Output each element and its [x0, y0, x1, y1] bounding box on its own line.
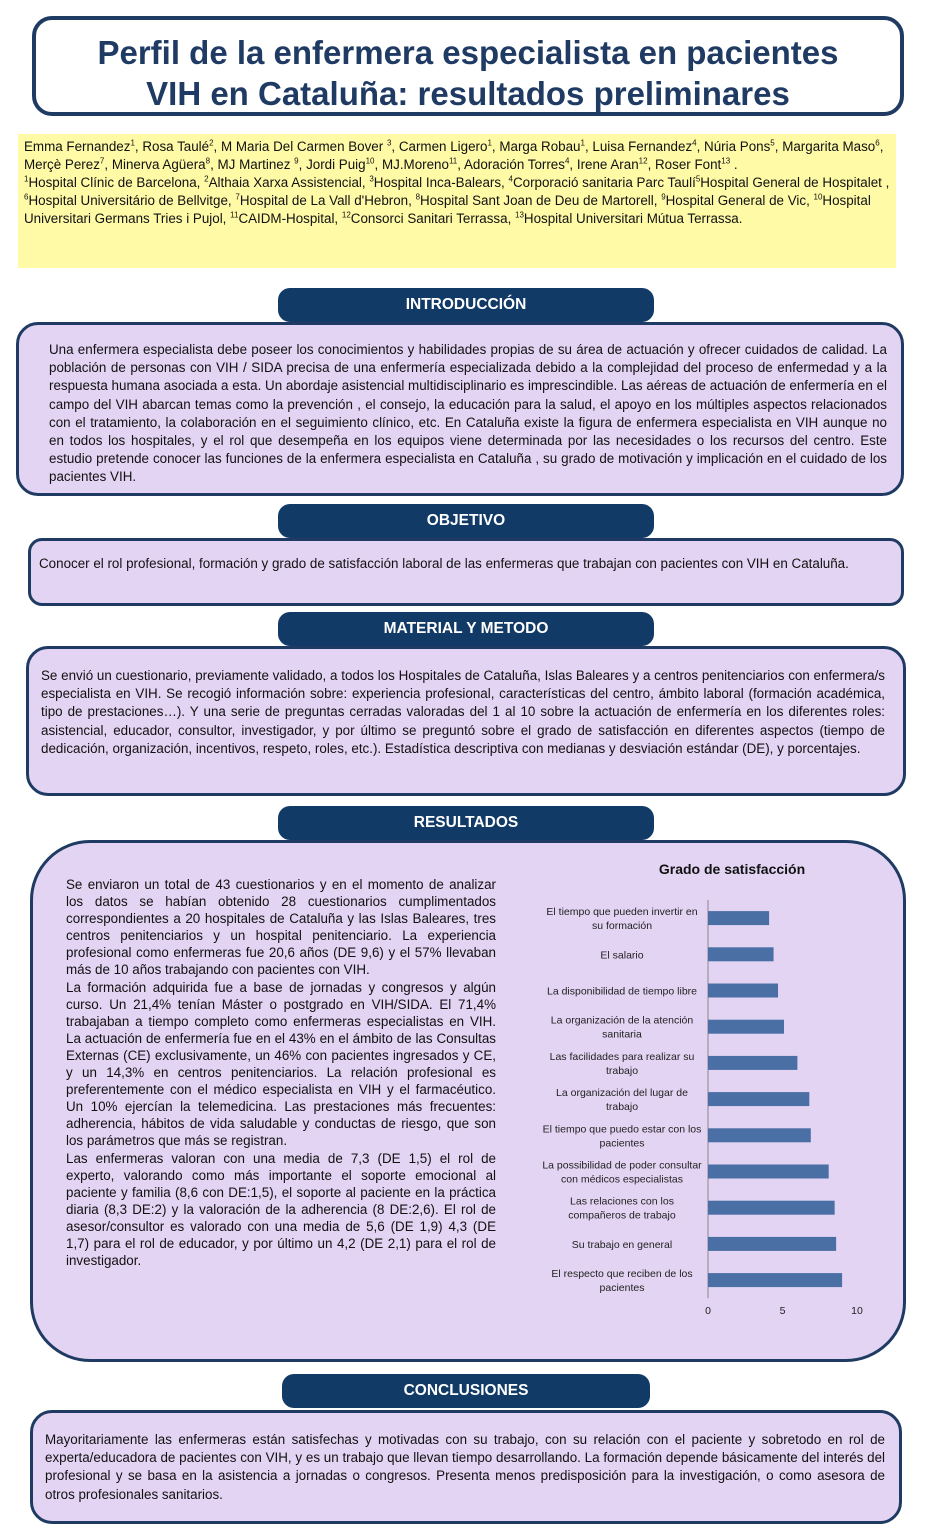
- affiliation-name: Hospital Universitário de Bellvitge,: [28, 193, 236, 208]
- chart-category-label: pacientes: [599, 1137, 645, 1150]
- author-name: Núria Pons: [704, 139, 771, 154]
- author-affiliation-number: 2: [209, 138, 214, 148]
- affiliation-name: Consorci Sanitari Terrassa,: [350, 211, 516, 226]
- satisfaction-chart: [510, 856, 890, 1326]
- section-header-material: MATERIAL Y METODO: [278, 612, 654, 646]
- author-name: Carmen Ligero: [398, 139, 488, 154]
- introduccion-panel: [16, 322, 904, 496]
- chart-bar: [708, 1020, 784, 1034]
- author-affiliation-number: 1: [487, 138, 492, 148]
- affiliation-number: 11: [230, 210, 239, 220]
- affiliation-number: 12: [341, 210, 351, 220]
- author-affiliation-number: 11: [448, 156, 458, 166]
- author-affiliation-number: 4: [692, 138, 697, 148]
- section-header-objetivo: OBJETIVO: [278, 504, 654, 538]
- affiliation-name: Hospital General de Vic,: [665, 193, 814, 208]
- chart-bar: [708, 984, 778, 998]
- chart-x-tick-label: 5: [779, 1305, 786, 1318]
- chart-category-label: trabajo: [605, 1101, 639, 1114]
- section-header-resultados: RESULTADOS: [278, 806, 654, 840]
- resultados-paragraph-1: Se enviaron un total de 43 cuestionarios y en el momento de analizar los datos se habían obtenido 28 cuestionarios cumplimentados correspondientes a 20 hospitales de Cataluña y las Islas Baleares, tres centros penitenciarios y un hospital penitenciario. La experiencia profesional como enfermeras fue 20,6 años (DE 9,6) y el 57% llevaban más de 10 años trabajando con pacientes con VIH.: [66, 877, 496, 978]
- affiliation-number: 6: [24, 192, 29, 202]
- affiliation-number: 4: [508, 174, 513, 184]
- affiliation-number: 2: [204, 174, 209, 184]
- chart-bar: [708, 1128, 811, 1142]
- author-affiliation-number: 8: [205, 156, 211, 166]
- conclusiones-text: Mayoritariamente las enfermeras están satisfechas y motivadas con su trabajo, con su relación con el paciente y sobretodo en rol de experta/educadora de pacientes con VIH, y es un trabajo que llevan tiempo desarrollando. La formación depende básicamente del interés del profesional y se basa en la asistencia a jornadas o congresos. Presenta menos predisposición para la investigación, o como asesora de otros profesionales sanitarios.: [45, 1432, 885, 1502]
- affiliation-number: 3: [369, 174, 374, 184]
- chart-category-label: El tiempo que pueden invertir en: [546, 906, 698, 919]
- section-header-introduccion: INTRODUCCIÓN: [278, 288, 654, 322]
- affiliation-number: 7: [235, 192, 240, 202]
- affiliation-number: 8: [415, 192, 421, 202]
- chart-category-label: El respecto que reciben de los: [551, 1268, 693, 1281]
- author-affiliation-number: 10: [365, 156, 375, 166]
- author-name: Rosa Taulé: [142, 139, 210, 154]
- author-affiliation-number: 3: [386, 138, 392, 148]
- affiliation-name: Corporació sanitaria Parc Taulí: [512, 175, 696, 190]
- chart-category-label: sanitaria: [602, 1028, 642, 1041]
- chart-category-label: Su trabajo en general: [571, 1238, 673, 1251]
- chart-category-label: El tiempo que puedo estar con los: [542, 1123, 702, 1136]
- author-affiliation-number: 5: [770, 138, 775, 148]
- affiliation-name: Hospital Inca-Balears,: [373, 175, 509, 190]
- author-name: MJ.Moreno: [381, 157, 449, 172]
- authors-block: [18, 134, 896, 268]
- material-text: Se envió un cuestionario, previamente validado, a todos los Hospitales de Cataluña, Islas Baleares y a centros penitenciarios con enfermera/s especialista en VIH. Se recogió información sobre: experiencia profesional, características del centro, ámbito laboral (formación académica, tipo de prestaciones…). Y una serie de preguntas cerradas valoradas del 1 al 10 sobre la actuación de enfermería en los diferentes roles: asistencial, educador, consultor, investigador, y por último se preguntó sobre el grado de satisfacción en diferentes aspectos (tiempo de dedicación, organización, incentivos, respeto, roles, etc.). Estadística descriptiva con medianas y desviación estándar (DE), y porcentajes.: [41, 668, 885, 756]
- chart-bar: [708, 1201, 835, 1215]
- chart-bar: [708, 1273, 842, 1287]
- author-affiliation-number: 6: [875, 138, 880, 148]
- affiliation-name: CAIDM-Hospital,: [238, 211, 342, 226]
- affiliation-name: Hospital de La Vall d'Hebron,: [239, 193, 416, 208]
- title-line-2: VIH en Cataluña: resultados preliminares: [146, 75, 790, 112]
- conclusiones-panel: [30, 1410, 902, 1524]
- chart-category-label: El salario: [600, 949, 644, 962]
- author-name: Minerva Agüera: [111, 157, 206, 172]
- chart-category-label: compañeros de trabajo: [568, 1209, 676, 1222]
- chart-x-tick-label: 10: [851, 1305, 863, 1318]
- author-name: Roser Font: [655, 157, 722, 172]
- author-name: MJ Martinez: [217, 157, 295, 172]
- chart-bar: [708, 1165, 829, 1179]
- chart-category-label: La organización del lugar de: [556, 1087, 688, 1100]
- chart-category-label: pacientes: [599, 1282, 645, 1295]
- chart-category-label: La possibilidad de poder consultar: [542, 1159, 702, 1172]
- chart-bar: [708, 1056, 797, 1070]
- chart-x-tick-label: 0: [705, 1305, 711, 1318]
- affiliation-number: 13: [515, 210, 524, 220]
- chart-bar: [708, 1237, 836, 1251]
- author-affiliation-number: 4: [564, 156, 570, 166]
- chart-category-label: con médicos especialistas: [561, 1173, 683, 1186]
- affiliation-number: 5: [695, 174, 701, 184]
- author-list: Emma Fernandez$^1$, Rosa Taulé$^2$, M Maria Del Carmen Bover $^3$, Carmen Ligero$^1$, Marga Robau$^1$, Luisa Fernandez$^4$, Núria Pons$^5$, Margarita Maso$^6$, Merçè Perez$^7$, Minerva Agüera$^8$, MJ Martinez $^9$, Jordi Puig$^{10}$, MJ.Moreno$^{11}$, Adoración Torres$^4$, Irene Aran$^{12}$, Roser Font$^{13}$ .: [24, 138, 884, 172]
- author-name: Irene Aran: [576, 157, 639, 172]
- resultados-paragraph-2: La formación adquirida fue a base de jornadas y congresos y algún curso. Un 21,4% tenían Máster o postgrado en VIH/SIDA. El 71,4% trabajaban a tiempo completo como enfermeras especialistas en VIH. La actuación de enfermería fue en el 43% en el ámbito de las Consultas Externas (CE) exclusivamente, un 46% con pacientes ingresados y CE, y un 14,3% en centros penitenciarios. La relación profesional es preferentemente con el médico especialista en VIH y el farmacéutico. Un 10% ejercían la telemedicina. Las prestaciones más frecuentes: adherencia, hábitos de vida saludable y conductas de riesgo, que son los parámetros que más se registran.: [66, 979, 496, 1149]
- section-header-conclusiones: CONCLUSIONES: [282, 1374, 650, 1408]
- affiliation-name: Hospital Clínic de Barcelona,: [28, 175, 205, 190]
- affiliation-number: 1: [24, 174, 29, 184]
- poster-title-box: [32, 16, 904, 116]
- material-panel: [26, 646, 906, 796]
- author-affiliation-number: 12: [638, 156, 648, 166]
- chart-category-label: La disponibilidad de tiempo libre: [546, 985, 698, 998]
- affiliation-name: Althaia Xarxa Assistencial,: [208, 175, 370, 190]
- affiliation-name: Hospital General de Hospitalet ,: [700, 175, 890, 190]
- affiliation-name: Hospital Sant Joan de Deu de Martorell,: [420, 193, 662, 208]
- author-name: Emma Fernandez: [24, 139, 131, 154]
- author-affiliation-number: 1: [580, 138, 585, 148]
- affiliation-list: [24, 174, 890, 228]
- author-affiliation-number: 1: [130, 138, 135, 148]
- author-name: Margarita Maso: [782, 139, 876, 154]
- author-affiliation-number: 9: [294, 156, 299, 166]
- introduccion-text: Una enfermera especialista debe poseer los conocimientos y habilidades propias de su área de actuación y ofrecer cuidados de calidad. La población de personas con VIH / SIDA precisa de una enfermería especializada debido a la complejidad del proceso de enfermedad y a la respuesta humana asociada a esta. Un abordaje asistencial multidisciplinario es imprescindible. Las aéreas de actuación de enfermería en el campo del VIH abarcan temas como la prevención , el consejo, la educación para la salud, el apoyo en los múltiples aspectos relacionados con el tratamiento, la colaboración en el seguimiento clínico, etc. En Cataluña existe la figura de enfermera especialista en VIH aunque no en todos los hospitales, y el rol que desempeña en los equipos viene determinada por las necesidades o los recursos del centro. Este estudio pretende conocer las funciones de la enfermera especialista en Cataluña , su grado de motivación y implicación en el cuidado de los pacientes VIH.: [49, 342, 887, 485]
- chart-category-label: La organización de la atención: [550, 1014, 694, 1027]
- objetivo-panel: [28, 538, 904, 606]
- affiliation-name: Hospital Universitari Germans Tries i Pujol,: [24, 193, 871, 226]
- objetivo-text: Conocer el rol profesional, formación y grado de satisfacción laboral de las enfermeras que trabajan con pacientes con VIH en Cataluña.: [39, 556, 849, 571]
- chart-title: Grado de satisfacción: [658, 861, 806, 877]
- affiliation-number: 9: [661, 192, 666, 202]
- title-line-1: Perfil de la enfermera especialista en pacientes: [97, 34, 839, 71]
- chart-category-label: trabajo: [605, 1064, 639, 1077]
- chart-bar: [708, 911, 769, 925]
- author-name: Adoración Torres: [463, 157, 565, 172]
- author-affiliation-number: 7: [99, 156, 105, 166]
- chart-category-label: Las facilidades para realizar su: [549, 1050, 695, 1063]
- chart-bar: [708, 947, 774, 961]
- author-name: Marga Robau: [499, 139, 581, 154]
- chart-category-label: Las relaciones con los: [570, 1195, 674, 1208]
- author-affiliation-number: 13: [721, 156, 731, 166]
- affiliation-name: Hospital Universitari Mútua Terrassa.: [523, 211, 743, 226]
- author-name: Jordi Puig: [306, 157, 366, 172]
- author-name: M Maria Del Carmen Bover: [221, 139, 387, 154]
- chart-bar: [708, 1092, 809, 1106]
- affiliation-number: 10: [813, 192, 823, 202]
- resultados-paragraph-3: Las enfermeras valoran con una media de 7,3 (DE 1,5) el rol de experto, valorando como más importante el soporte emocional al paciente y familia (8,6 con DE:1,5), el soporte al paciente en la práctica diaria (8,3 DE:2) y la valoración de la adherencia (8 DE:2,6). El rol de asesor/consultor es valorado con una media de 5,6 (DE 1,9) 4,3 (DE 1,7) para el rol de educador, y por último un 4,2 (DE 2,1) para el rol de investigador.: [66, 1150, 496, 1269]
- poster-title: [36, 32, 900, 114]
- chart-category-label: su formación: [591, 920, 653, 933]
- author-name: Merçè Perez: [24, 157, 100, 172]
- author-name: Luisa Fernandez: [592, 139, 693, 154]
- resultados-text: [66, 876, 496, 1269]
